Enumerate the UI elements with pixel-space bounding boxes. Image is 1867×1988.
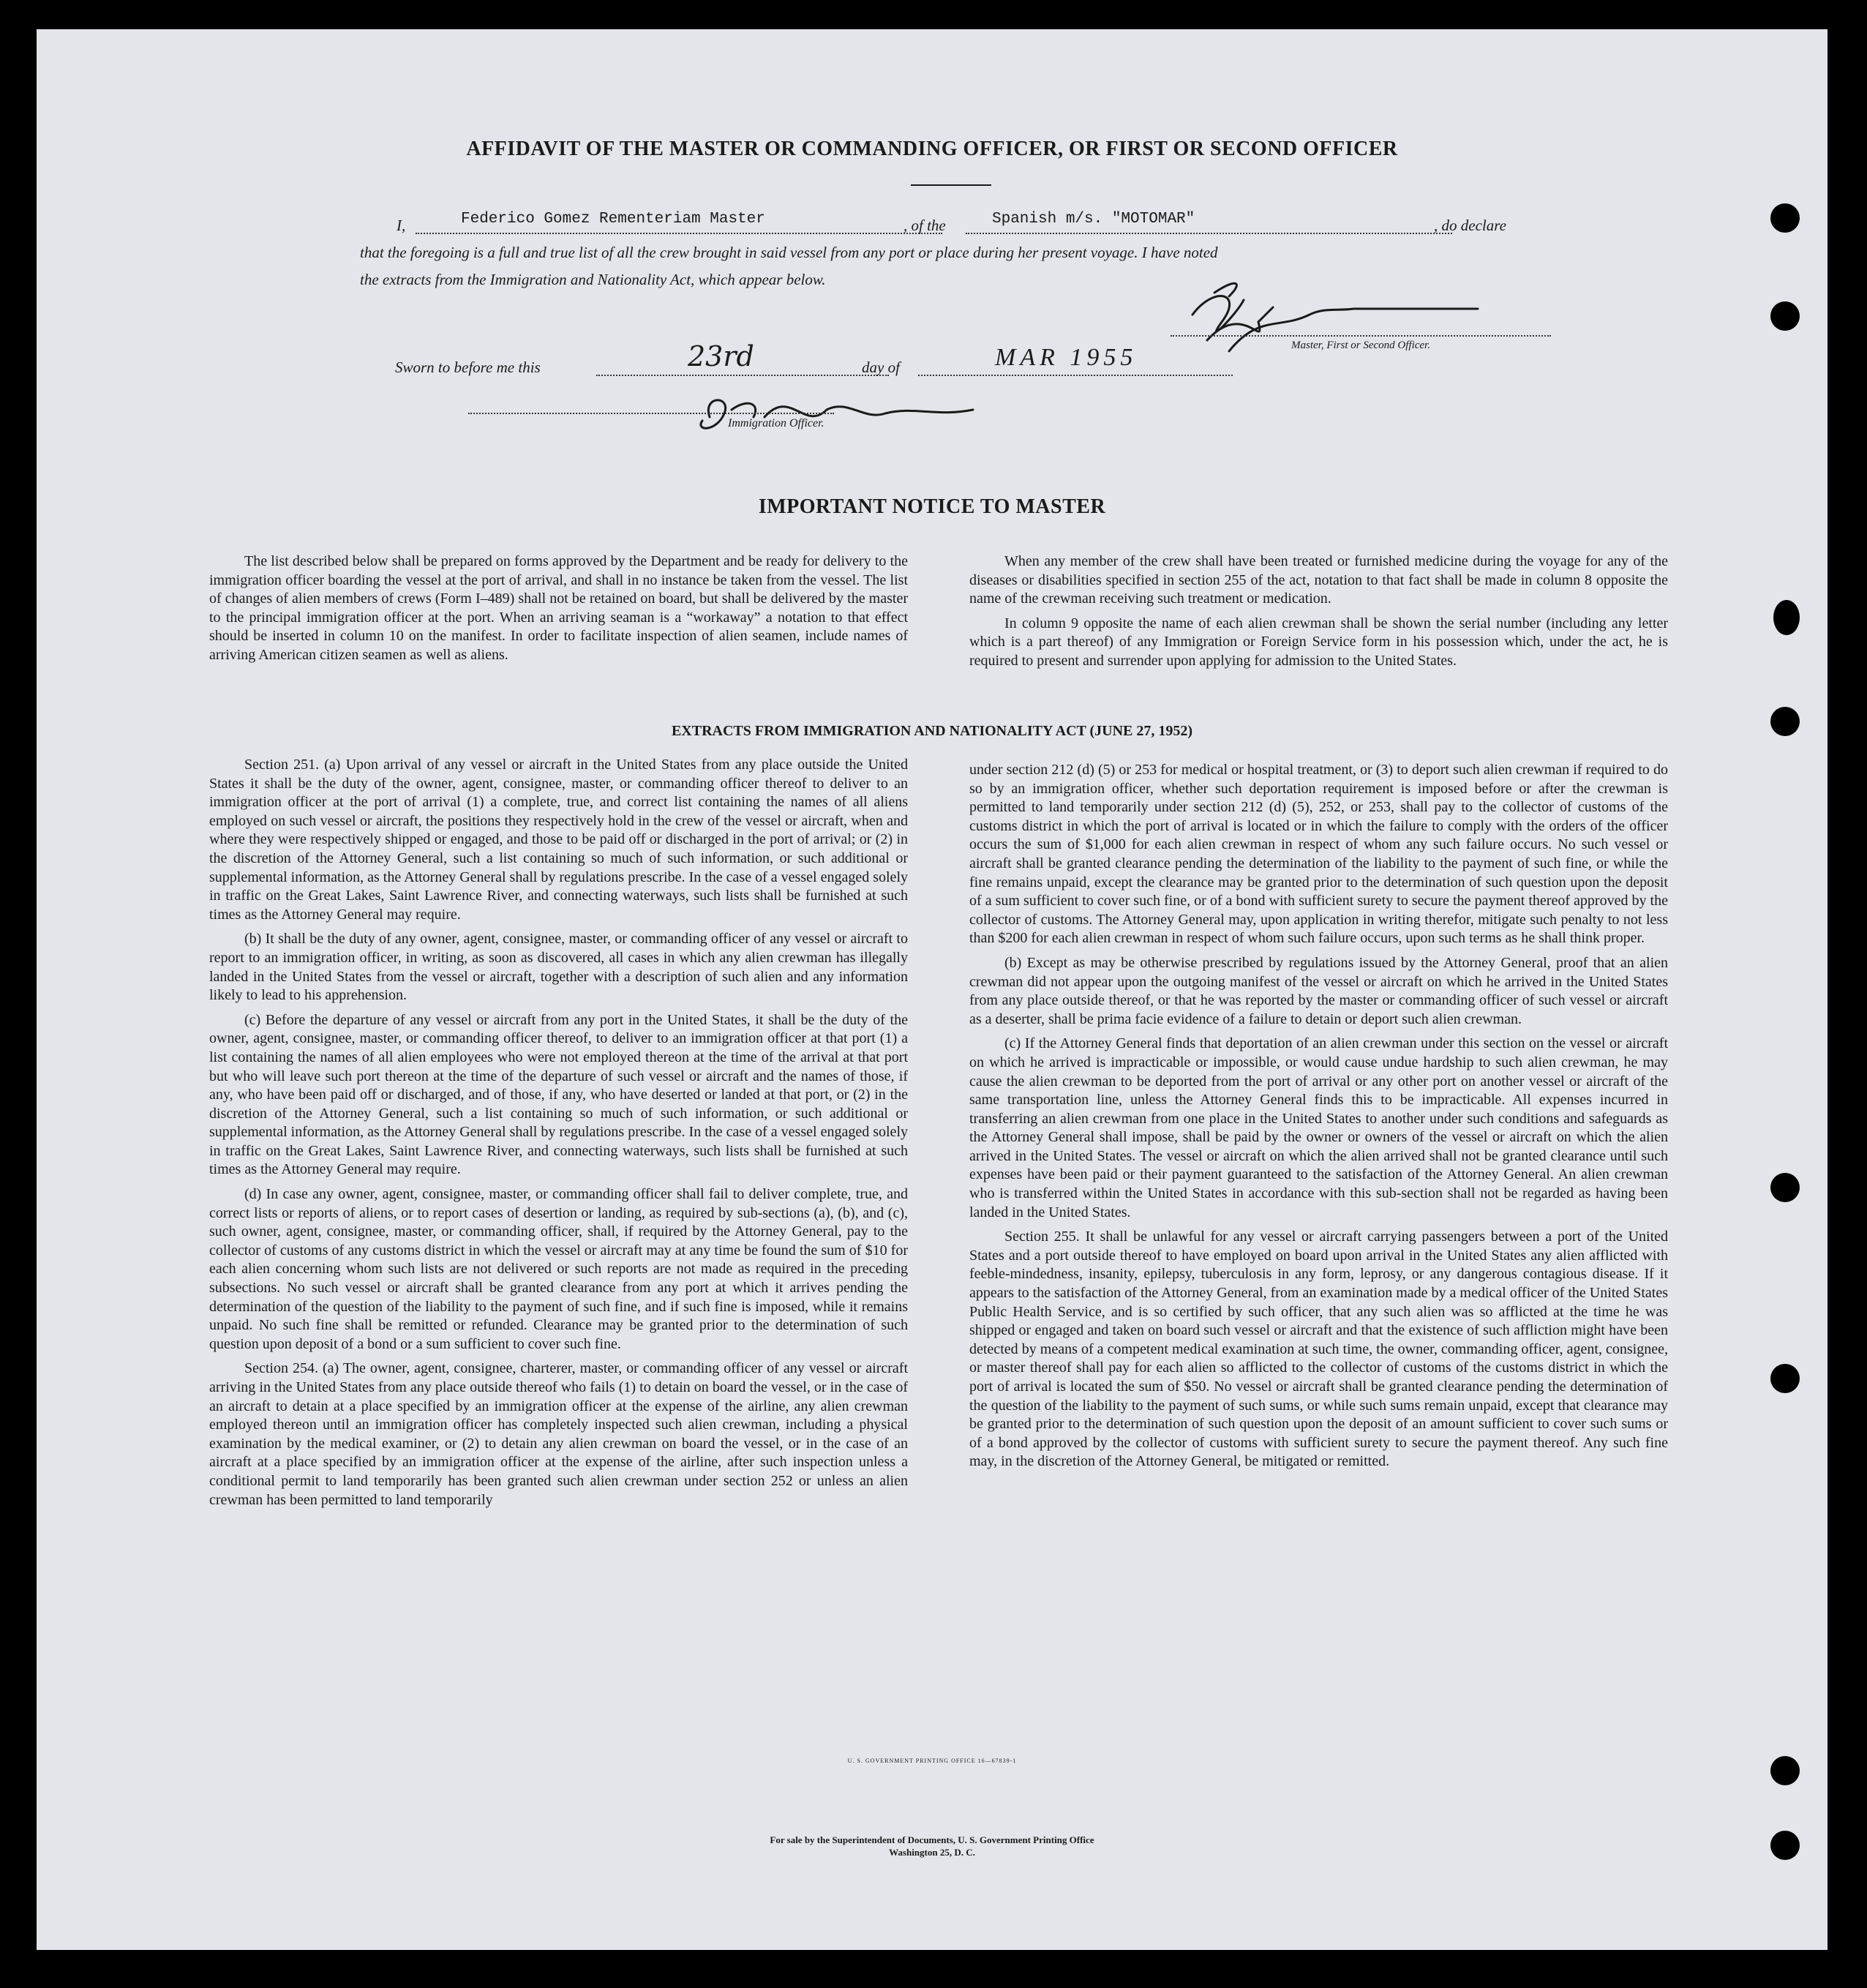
notice-right-paragraph-2: In column 9 opposite the name of each alien crewman shall be shown the serial number (including any letter which is a part thereof) of any Immigration or Foreign Service form in his possession which, under the act, he is required to present and surrender upon applying for admission to the United States. bbox=[969, 615, 1668, 669]
punch-hole bbox=[1770, 301, 1800, 331]
extracts-left-column bbox=[209, 756, 908, 1515]
vessel-name-field[interactable]: Spanish m/s. "MOTOMAR" bbox=[992, 211, 1195, 228]
sworn-label: Sworn to before me this bbox=[395, 359, 541, 376]
punch-hole bbox=[1770, 1364, 1800, 1393]
section-254-c: (c) If the Attorney General finds that deportation of an alien crewman under this section on the vessel or aircraft on which he arrived is impracticable or impossible, or would cause undue hardship to such alien crewman, he may cause the alien crewman to be deported from the port of arrival or any other port on another vessel or aircraft of the same transportation line, unless the Attorney General finds this to be impracticable. All expenses incurred in transferring an alien crewman from one place in the United States to another under such conditions and safeguards as the Attorney General shall impose, shall be paid by the owner or owners of the vessel or aircraft on which the alien arrived in the United States. The vessel or aircraft on which the alien arrived shall not be granted clearance until such expenses have been paid or their payment guaranteed to the satisfaction of the Attorney General. An alien crewman who is transferred within the United States in accordance with this sub-section shall not be regarded as having been landed in the United States. bbox=[969, 1035, 1668, 1220]
punch-hole bbox=[1773, 600, 1800, 635]
name-line bbox=[416, 233, 942, 234]
section-251-c: (c) Before the departure of any vessel or aircraft from any port in the United States, it shall be the duty of the owner, agent, consignee, master, or commanding officer thereof, to deliver to an immigration officer at that port (1) a list containing the names of all alien employees who were not employed thereon at the time of the arrival at that port but who will leave such port thereon at the time of the departure of such vessel or aircraft and the names of those, if any, who have been paid off or discharged, and of those, if any, who have deserted or landed at that port, or (2) in the discretion of the Attorney General, such a list containing so much of such information, or such additional or supplemental information, as the Attorney General shall by regulations prescribe. In the case of a vessel engaged solely in traffic on the Great Lakes, Saint Lawrence River, and connecting waterways, such lists shall be furnished at such times as the Attorney General may require. bbox=[209, 1011, 908, 1178]
punch-hole bbox=[1770, 707, 1800, 736]
officer-caption: Immigration Officer. bbox=[728, 417, 824, 430]
section-255: Section 255. It shall be unlawful for any vessel or aircraft carrying passengers between a port of the United States and a port outside thereof to have employed on board upon arrival in the United States any alien afflicted with feeble-mindedness, insanity, epilepsy, tuberculosis in any form, leprosy, or any dangerous contagious disease. If it appears to the satisfaction of the Attorney General, from an examination made by a medical officer of the United States Public Health Service, and is so certified by such officer, that any such alien was so afflicted at the time he was shipped or engaged and taken on board such vessel or aircraft and that the existence of such affliction might have been detected by means of a competent medical examination at such time, the owner, commanding officer, agent, consignee, or master thereof shall pay for each alien so afflicted to the collector of customs of the customs district in which the port of arrival is located the sum of $50. No vessel or aircraft shall be granted clearance pending the determination of the question of the liability to the payment of such sums, or while such sums remain unpaid, except that clearance may be granted prior to the determination of such question upon the deposit of an amount sufficient to cover such sums or of a bond approved by the collector of customs with sufficient surety to secure the payment thereof. Any such fine may, in the discretion of the Attorney General, be mitigated or remitted. bbox=[969, 1229, 1668, 1470]
title-divider bbox=[911, 184, 991, 186]
notice-left-paragraph: The list described below shall be prepared on forms approved by the Department and be ready for delivery to the immigration officer boarding the vessel at the port of arrival, and shall in no instance be taken from the vessel. The list of changes of alien members of crews (Form I–489) shall not be retained on board, but shall be delivered by the master to the principal immigration officer at the port. When an arriving seaman is a “workaway” a notation to that effect should be inserted in column 10 on the manifest. In order to facilitate inspection of alien seamen, include names of arriving American citizen seamen as well as aliens. bbox=[209, 553, 908, 663]
sworn-day-handwritten[interactable]: 23rd bbox=[688, 340, 754, 372]
sworn-month-year-handwritten[interactable]: MAR 1955 bbox=[995, 344, 1138, 371]
of-the-label: , of the bbox=[904, 217, 946, 234]
punch-hole bbox=[1770, 1173, 1800, 1202]
gpo-imprint: U. S. GOVERNMENT PRINTING OFFICE 16—67839-1 bbox=[847, 1758, 1017, 1764]
punch-hole bbox=[1770, 1831, 1800, 1860]
notice-right-paragraph-1: When any member of the crew shall have been treated or furnished medicine during the voyage for any of the diseases or disabilities specified in section 255 of the act, notation to that fact shall be made in column 8 opposite the name of the crewman receiving such treatment or medication. bbox=[969, 553, 1668, 607]
extracts-right-column bbox=[969, 761, 1668, 1477]
master-name-field[interactable]: Federico Gomez Rementeriam Master bbox=[461, 211, 765, 228]
form-page bbox=[37, 29, 1827, 1950]
sworn-day-line bbox=[596, 375, 889, 376]
affidavit-line-3: the extracts from the Immigration and Nationality Act, which appear below. bbox=[360, 271, 826, 288]
section-251-d: (d) In case any owner, agent, consignee, master, or commanding officer shall fail to deliver complete, true, and correct lists or reports of aliens, or to report cases of desertion or landing, as required by sub-sections (a), (b), and (c), such owner, agent, consignee, master, or commanding officer, shall, if required by the Attorney General, pay to the collector of customs of any customs district in which the vessel or aircraft may at any time be found the sum of $10 for each alien concerning whom such lists are not delivered or such reports are not made as required in the preceding subsections. No such vessel or aircraft shall be granted clearance from any port at which it arrives pending the determination of the question of the liability to the payment of such fine, and if such fine is imposed, while it remains unpaid. No such fine shall be remitted or refunded. Clearance may be granted prior to the determination of such question upon deposit of a bond or a sum sufficient to cover such fine. bbox=[209, 1186, 908, 1352]
master-signature-line bbox=[1171, 335, 1551, 337]
punch-hole bbox=[1770, 203, 1800, 233]
sale-notice-line-2: Washington 25, D. C. bbox=[889, 1847, 975, 1858]
month-line bbox=[918, 375, 1233, 376]
section-254-b: (b) Except as may be otherwise prescribed by regulations issued by the Attorney General, proof that an alien crewman did not appear upon the outgoing manifest of the vessel or aircraft on which he arrived in the United States from any place outside thereof, or that he was reported by the master or commanding officer of such vessel or aircraft as a deserter, shall be prima facie evidence of a failure to detain or deport such alien crewman. bbox=[969, 954, 1668, 1027]
affidavit-title: AFFIDAVIT OF THE MASTER OR COMMANDING OFFICER, OR FIRST OR SECOND OFFICER bbox=[466, 138, 1398, 160]
day-of-label: day of bbox=[862, 359, 900, 376]
i-label: I, bbox=[397, 217, 406, 234]
affidavit-line-2: that the foregoing is a full and true list of all the crew brought in said vessel from any port or place during her present voyage. I have noted bbox=[360, 244, 1218, 261]
punch-hole bbox=[1770, 1756, 1800, 1785]
vessel-line bbox=[966, 233, 1452, 234]
section-251-a: Section 251. (a) Upon arrival of any vessel or aircraft in the United States from any place outside the United States it shall be the duty of the owner, agent, consignee, master, or commanding officer thereof to deliver to an immigration officer at the port of arrival (1) a complete, true, and correct list containing the names of all aliens employed on such vessel or aircraft, the positions they respectively hold in the crew of the vessel or aircraft, when and where they were respectively shipped or engaged, and those to be paid off or discharged in the port of arrival; or (2) in the discretion of the Attorney General, such a list containing so much of such information, or such additional or supplemental information, as the Attorney General shall by regulations prescribe. In the case of a vessel engaged solely in traffic on the Great Lakes, Saint Lawrence River, and connecting waterways, such lists shall be furnished at such times as the Attorney General may require. bbox=[209, 757, 908, 923]
section-254-a-continued: under section 212 (d) (5) or 253 for medical or hospital treatment, or (3) to deport such alien crewman if required to do so by an immigration officer, whether such deportation requirement is imposed before or after the crewman is permitted to land temporarily under section 212 (d) (5), 252, or 253, shall pay to the collector of customs of the customs district in which the port of arrival is located or in which the failure to comply with the orders of the officer occurs the sum of $1,000 for each alien crewman in respect of whom any such failure occurs. No such vessel or aircraft shall be granted clearance pending the determination of the liability to the payment of such fine, or while the fine remains unpaid, except the clearance may be granted prior to the determination of such question upon the deposit of a sum sufficient to cover such fine, or of a bond with sufficient surety to secure the payment thereof approved by the collector of customs. The Attorney General may, upon application in writing therefor, mitigate such penalty to not less than $200 for each alien crewman in respect of whom such failure occurs, upon such terms as he shall think proper. bbox=[969, 762, 1668, 947]
sale-notice-line-1: For sale by the Superintendent of Documents, U. S. Government Printing Office bbox=[770, 1834, 1094, 1845]
master-caption: Master, First or Second Officer. bbox=[1291, 340, 1430, 351]
notice-right-column bbox=[969, 552, 1668, 677]
notice-left-column bbox=[209, 552, 908, 671]
section-251-b: (b) It shall be the duty of any owner, agent, consignee, master, or commanding officer of any vessel or aircraft to report to an immigration officer, in writing, as soon as discovered, all cases in which any alien crewman has illegally landed in the United States from the vessel or aircraft, together with a description of such alien and any information likely to lead to his apprehension. bbox=[209, 931, 908, 1004]
do-declare-label: , do declare bbox=[1434, 217, 1506, 234]
extracts-title: EXTRACTS FROM IMMIGRATION AND NATIONALITY ACT (JUNE 27, 1952) bbox=[671, 723, 1193, 739]
section-254-a: Section 254. (a) The owner, agent, consignee, charterer, master, or commanding officer of any vessel or aircraft arriving in the United States from any place outside thereof who fails (1) to detain on board the vessel, or in the case of an aircraft to detain at a place specified by an immigration officer at the expense of the airline, any alien crewman employed thereon until an immigration officer has completely inspected such alien crewman, including a physical examination by the medical examiner, or (2) to detain any alien crewman on board the vessel, or in the case of an aircraft at a place specified by an immigration officer at the expense of the airline, after such inspection unless a conditional permit to land temporarily has been granted such alien crewman under section 252 or unless an alien crewman has been permitted to land temporarily bbox=[209, 1360, 908, 1508]
notice-title: IMPORTANT NOTICE TO MASTER bbox=[758, 495, 1106, 518]
officer-signature-line bbox=[468, 413, 834, 414]
